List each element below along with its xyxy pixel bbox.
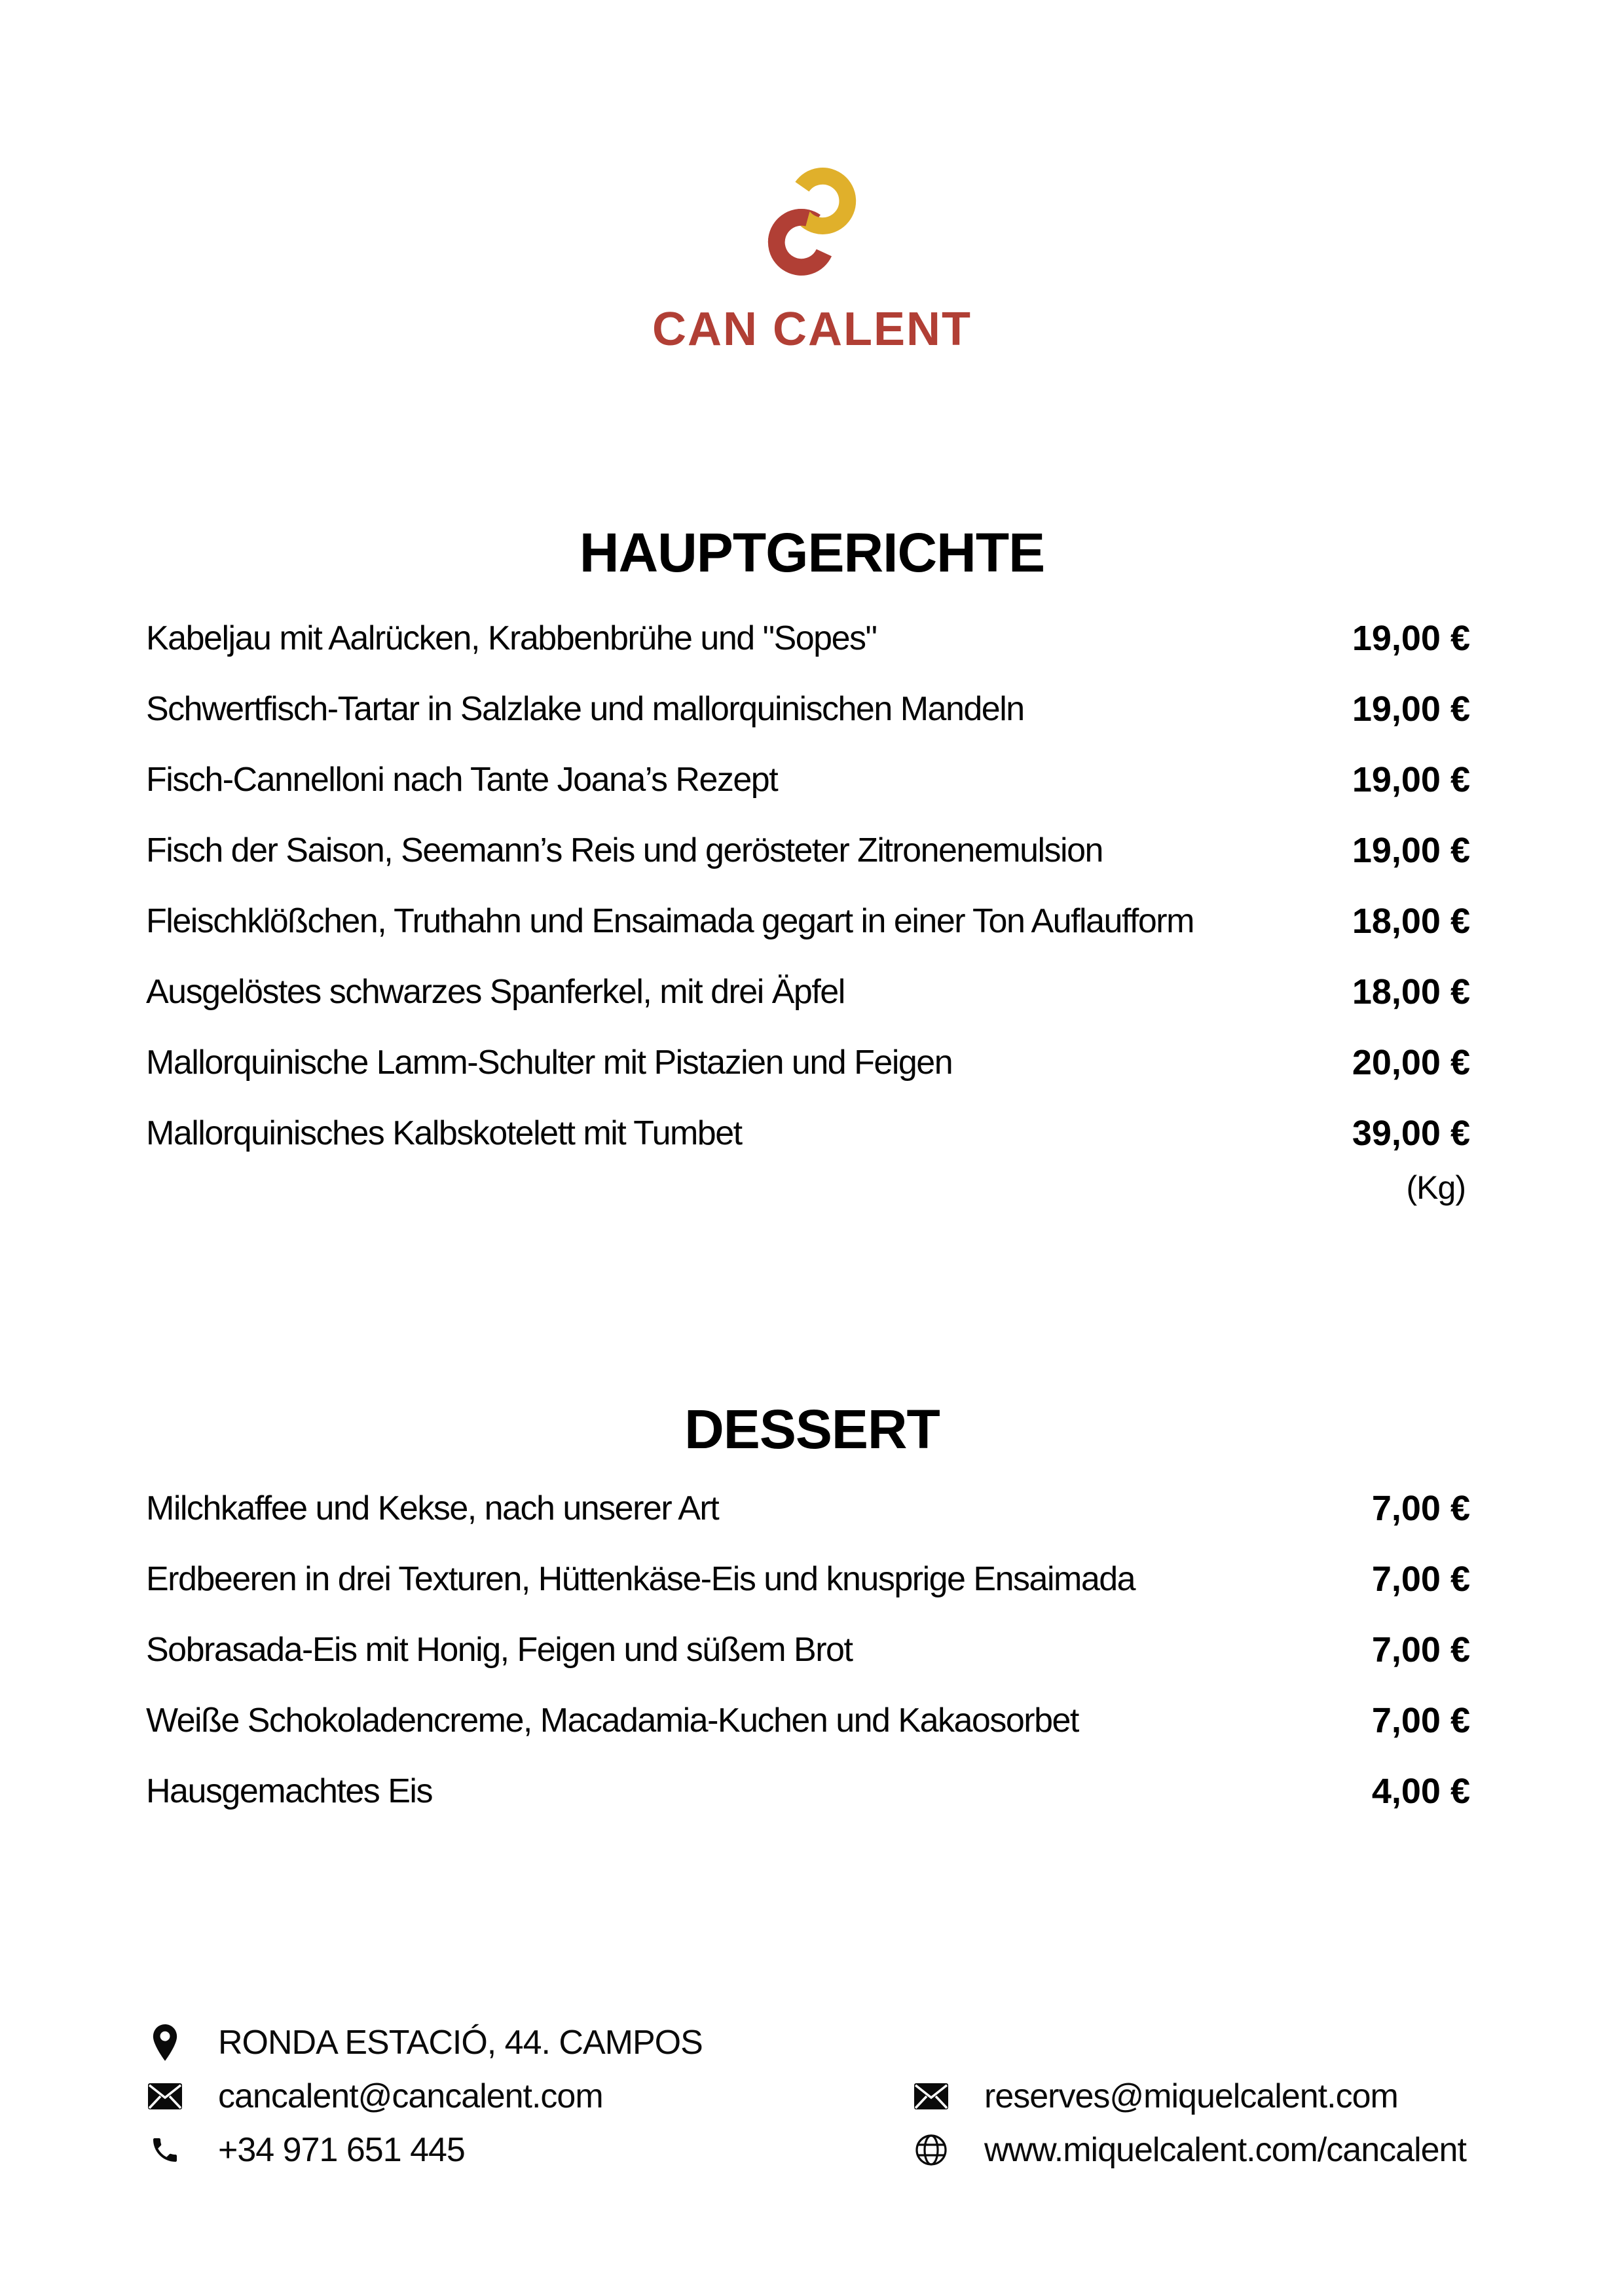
address-text: RONDA ESTACIÓ, 44. CAMPOS — [218, 2024, 703, 2062]
footer-contact-left — [146, 2016, 912, 2177]
menu-item-row — [146, 674, 1470, 744]
menu-item-row — [146, 886, 1470, 957]
item-name: Fisch der Saison, Seemann’s Reis und gerösteter Zitronenemulsion — [146, 831, 1103, 869]
address-row — [146, 2016, 912, 2069]
item-price: 18,00 € — [1352, 972, 1470, 1011]
item-price: 20,00 € — [1352, 1043, 1470, 1082]
menu-item-row — [146, 1098, 1470, 1169]
item-name: Mallorquinisches Kalbskotelett mit Tumbet — [146, 1114, 742, 1152]
phone-text: +34 971 651 445 — [218, 2131, 465, 2169]
item-price: 7,00 € — [1371, 1489, 1470, 1528]
item-price: 7,00 € — [1371, 1559, 1470, 1599]
footer — [0, 2016, 1624, 2296]
website-row — [912, 2123, 1559, 2177]
item-name: Ausgelöstes schwarzes Spanferkel, mit drei Äpfel — [146, 973, 845, 1011]
menu-item-row — [146, 1685, 1470, 1756]
envelope-icon — [146, 2083, 184, 2110]
section-hauptgerichte — [0, 356, 1624, 1207]
item-price: 4,00 € — [1371, 1772, 1470, 1811]
menu-item-row — [146, 1614, 1470, 1685]
reservations-email-row — [912, 2069, 1559, 2123]
section-title: DESSERT — [684, 1398, 940, 1460]
item-price: 19,00 € — [1352, 831, 1470, 870]
section-dessert — [0, 1207, 1624, 1827]
restaurant-name: CAN CALENT — [652, 303, 972, 355]
item-name: Fisch-Cannelloni nach Tante Joana’s Rezept — [146, 761, 778, 799]
item-name: Kabeljau mit Aalrücken, Krabbenbrühe und "Sopes" — [146, 619, 877, 657]
section-title: HAUPTGERICHTE — [579, 522, 1045, 583]
menu-list-mains — [0, 603, 1624, 1169]
item-name: Milchkaffee und Kekse, nach unserer Art — [146, 1489, 719, 1527]
item-name: Erdbeeren in drei Texturen, Hüttenkäse-Eis und knusprige Ensaimada — [146, 1560, 1135, 1598]
menu-item-row — [146, 957, 1470, 1027]
item-name: Weiße Schokoladencreme, Macadamia-Kuchen und Kakaosorbet — [146, 1702, 1079, 1740]
menu-item-row — [146, 1027, 1470, 1098]
menu-item-row — [146, 1756, 1470, 1827]
item-price: 7,00 € — [1371, 1701, 1470, 1740]
email-row — [146, 2069, 912, 2123]
menu-list-desserts — [0, 1473, 1624, 1827]
email-text: cancalent@cancalent.com — [218, 2077, 603, 2115]
logo-interlocking-c-icon — [762, 162, 862, 293]
item-price: 19,00 € — [1352, 689, 1470, 729]
item-name: Sobrasada-Eis mit Honig, Feigen und süßem Brot — [146, 1631, 853, 1669]
item-price: 18,00 € — [1352, 902, 1470, 941]
item-name: Hausgemachtes Eis — [146, 1772, 432, 1810]
footer-contact-right — [912, 2069, 1559, 2177]
phone-icon — [146, 2134, 184, 2166]
envelope-icon — [912, 2083, 950, 2110]
menu-item-row — [146, 744, 1470, 815]
item-name: Fleischklößchen, Truthahn und Ensaimada gegart in einer Ton Auflaufform — [146, 902, 1194, 940]
menu-item-row — [146, 1473, 1470, 1544]
website-text: www.miquelcalent.com/cancalent — [984, 2131, 1466, 2169]
item-price: 19,00 € — [1352, 760, 1470, 799]
menu-item-row — [146, 603, 1470, 674]
reservations-email-text: reserves@miquelcalent.com — [984, 2077, 1398, 2115]
unit-note: (Kg) — [1406, 1169, 1466, 1206]
item-price: 19,00 € — [1352, 619, 1470, 658]
globe-icon — [912, 2133, 950, 2167]
location-pin-icon — [146, 2024, 184, 2062]
menu-item-row — [146, 1544, 1470, 1614]
phone-row — [146, 2123, 912, 2177]
item-name: Mallorquinische Lamm-Schulter mit Pistazien und Feigen — [146, 1044, 953, 1082]
restaurant-logo — [652, 162, 972, 356]
menu-item-row — [146, 815, 1470, 886]
item-price: 7,00 € — [1371, 1630, 1470, 1669]
item-price: 39,00 € — [1352, 1114, 1470, 1153]
item-name: Schwertfisch-Tartar in Salzlake und mallorquinischen Mandeln — [146, 690, 1024, 728]
